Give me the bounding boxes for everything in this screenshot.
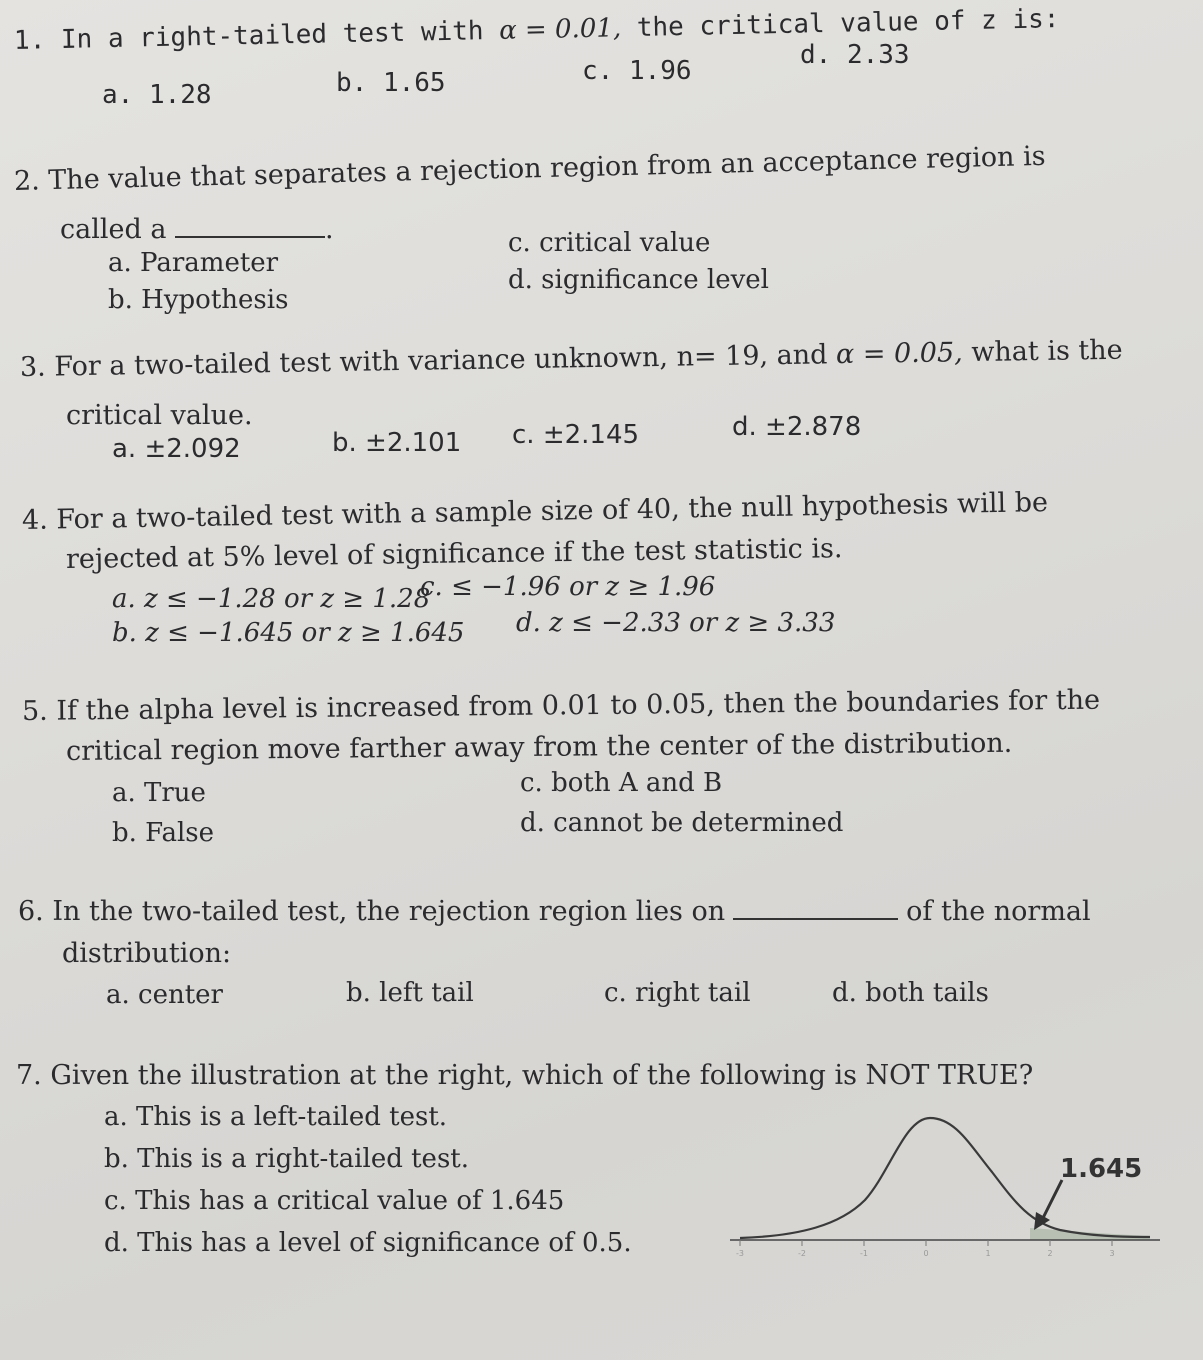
axis-tick-label: -1 bbox=[860, 1249, 868, 1258]
stem-math: α = 0.05, bbox=[835, 337, 963, 371]
stem-text: In a right-tailed test with bbox=[60, 15, 500, 56]
option-d[interactable]: d. z ≤ −2.33 or z ≥ 3.33 bbox=[516, 608, 836, 638]
option-a[interactable]: a. z ≤ −1.28 or z ≥ 1.28 bbox=[112, 584, 431, 614]
option-a[interactable]: a. ±2.092 bbox=[112, 434, 241, 464]
stem-text: If the alpha level is increased from 0.01 to 0.05, then the boundaries for the bbox=[56, 684, 1101, 727]
option-c[interactable]: c. both A and B bbox=[520, 768, 723, 798]
question-number: 1. bbox=[13, 25, 46, 56]
option-d[interactable]: d. both tails bbox=[832, 978, 989, 1008]
stem-text: Given the illustration at the right, which of the following is NOT TRUE? bbox=[50, 1060, 1034, 1091]
question-3-stem bbox=[20, 335, 1123, 383]
question-5-stem bbox=[22, 685, 1100, 727]
axis-tick-label: 3 bbox=[1109, 1249, 1115, 1258]
normal-curve-illustration bbox=[730, 1100, 1170, 1260]
question-4-stem bbox=[22, 487, 1048, 536]
axis-tick-label: -3 bbox=[736, 1249, 744, 1258]
critical-value-label: 1.645 bbox=[1060, 1154, 1143, 1184]
option-b[interactable]: b. This is a right-tailed test. bbox=[104, 1144, 470, 1174]
option-a[interactable]: a. center bbox=[106, 980, 223, 1010]
option-a[interactable]: a. This is a left-tailed test. bbox=[104, 1102, 448, 1132]
question-6-stem bbox=[18, 896, 1091, 927]
question-3-stem-line2: critical value. bbox=[66, 400, 253, 431]
critical-arrow bbox=[1042, 1180, 1062, 1220]
option-a[interactable]: a. 1.28 bbox=[102, 80, 212, 110]
option-b[interactable]: b. 1.65 bbox=[336, 68, 446, 98]
question-number: 3. bbox=[19, 351, 47, 383]
stem-text: called a bbox=[60, 214, 167, 245]
axis-tick-label: 1 bbox=[985, 1249, 991, 1258]
question-5-stem-line2: critical region move farther away from the center of the distribution. bbox=[65, 727, 1013, 767]
question-number: 6. bbox=[18, 896, 44, 927]
question-2-stem bbox=[14, 141, 1046, 197]
option-d[interactable]: d. significance level bbox=[508, 265, 769, 295]
question-7-stem bbox=[16, 1060, 1033, 1091]
stem-text: In the two-tailed test, the rejection region lies on bbox=[52, 896, 726, 927]
option-b[interactable]: b. Hypothesis bbox=[108, 285, 289, 315]
stem-text: of the normal bbox=[906, 896, 1091, 927]
axis-ticks bbox=[736, 1240, 1115, 1258]
axis-tick-label: 2 bbox=[1047, 1249, 1053, 1258]
question-number: 7. bbox=[16, 1060, 42, 1091]
option-c[interactable]: c. 1.96 bbox=[582, 56, 692, 86]
question-2-stem-line2 bbox=[60, 214, 334, 245]
option-b[interactable]: b. False bbox=[112, 818, 214, 848]
option-c[interactable]: c. critical value bbox=[508, 228, 711, 258]
question-number: 4. bbox=[21, 504, 49, 536]
option-b[interactable]: b. ±2.101 bbox=[332, 428, 462, 458]
option-c[interactable]: c. This has a critical value of 1.645 bbox=[104, 1186, 565, 1216]
stem-text: the critical value of z is: bbox=[620, 4, 1060, 44]
question-number: 2. bbox=[13, 165, 41, 197]
question-number: 5. bbox=[21, 695, 48, 727]
option-d[interactable]: d. ±2.878 bbox=[732, 412, 862, 442]
arrow-head-icon bbox=[1034, 1212, 1050, 1230]
stem-text: what is the bbox=[962, 334, 1123, 369]
answer-blank[interactable] bbox=[733, 896, 898, 920]
stem-text: For a two-tailed test with variance unknown, n= 19, and bbox=[54, 339, 837, 383]
stem-text: The value that separates a rejection region from an acceptance region is bbox=[47, 140, 1046, 197]
stem-text: For a two-tailed test with a sample size of 40, the null hypothesis will be bbox=[56, 487, 1049, 536]
option-d[interactable]: d. 2.33 bbox=[800, 40, 910, 70]
option-c[interactable]: c. ≤ −1.96 or z ≥ 1.96 bbox=[420, 572, 716, 602]
stem-text: . bbox=[325, 214, 334, 245]
axis-tick-label: 0 bbox=[923, 1249, 929, 1258]
question-6-stem-line2: distribution: bbox=[62, 938, 232, 969]
question-4-stem-line2: rejected at 5% level of significance if the test statistic is. bbox=[65, 533, 843, 575]
axis-tick-label: -2 bbox=[798, 1249, 806, 1258]
answer-blank[interactable] bbox=[175, 214, 325, 238]
option-c[interactable]: c. right tail bbox=[604, 978, 751, 1008]
stem-math: α = 0.01, bbox=[498, 13, 622, 46]
option-d[interactable]: d. This has a level of significance of 0.5. bbox=[104, 1228, 632, 1258]
option-d[interactable]: d. cannot be determined bbox=[520, 808, 844, 838]
option-a[interactable]: a. True bbox=[112, 778, 206, 808]
option-b[interactable]: b. z ≤ −1.645 or z ≥ 1.645 bbox=[112, 618, 465, 648]
option-c[interactable]: c. ±2.145 bbox=[512, 420, 640, 450]
option-b[interactable]: b. left tail bbox=[346, 978, 474, 1008]
option-a[interactable]: a. Parameter bbox=[108, 248, 279, 278]
